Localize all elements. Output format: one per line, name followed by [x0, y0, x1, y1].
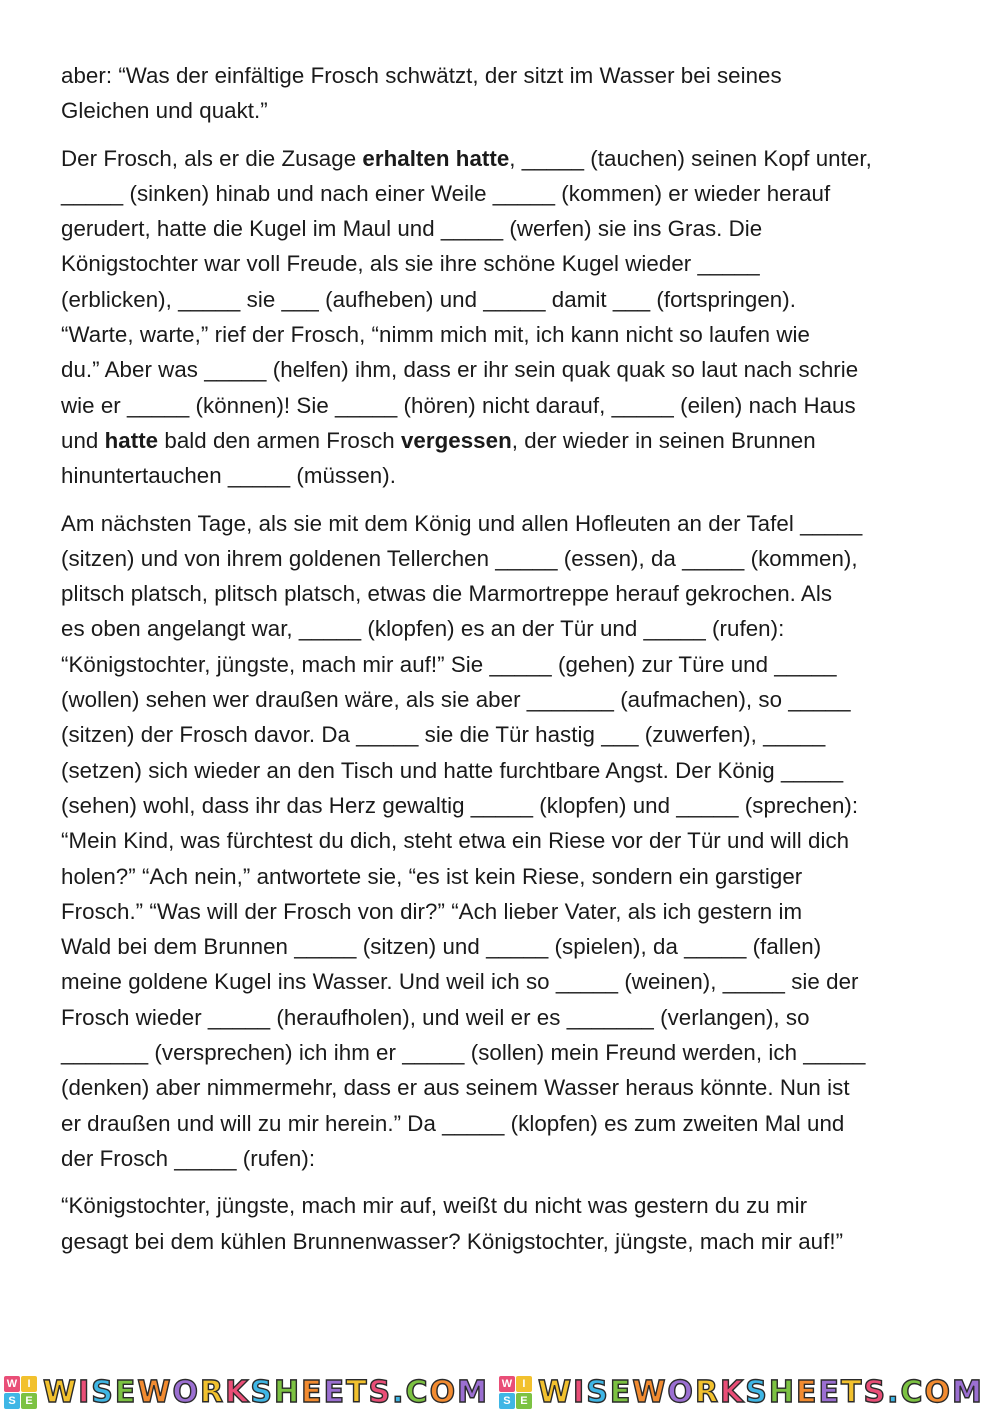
logo-icon — [499, 1376, 532, 1409]
text-segment: Gleichen und quakt.” — [61, 98, 268, 124]
text-line — [61, 611, 941, 646]
text-segment: Königstochter war voll Freude, als sie ihre schöne Kugel wieder _____ — [61, 251, 760, 277]
text-line — [61, 282, 941, 317]
text-line — [61, 93, 941, 128]
bold-text: vergessen — [400, 427, 512, 453]
text-segment: es oben angelangt war, _____ (klopfen) es an der Tür und _____ (rufen): — [61, 616, 785, 642]
worksheet-text — [61, 58, 941, 1271]
text-line — [61, 788, 941, 823]
paragraph — [61, 1188, 941, 1259]
text-segment: Der Frosch, als er die Zusage — [61, 145, 363, 171]
logo-tile: I — [21, 1376, 37, 1392]
text-segment: Wald bei dem Brunnen _____ (sitzen) und _____ (spielen), da _____ (fallen) — [61, 934, 822, 960]
logo-tile: E — [516, 1393, 532, 1409]
text-line — [61, 211, 941, 246]
text-segment: _______ (versprechen) ich ihm er _____ (sollen) mein Freund werden, ich _____ — [61, 1040, 866, 1066]
text-segment: “Königstochter, jüngste, mach mir auf, weißt du nicht was gestern du zu mir — [61, 1193, 808, 1219]
logo-tile: S — [499, 1393, 515, 1409]
logo-tile: W — [499, 1376, 515, 1392]
text-line — [61, 859, 941, 894]
text-segment: und — [61, 427, 105, 453]
text-segment: “Königstochter, jüngste, mach mir auf!” Sie _____ (gehen) zur Türe und _____ — [61, 651, 837, 677]
logo-tile: S — [4, 1393, 20, 1409]
text-line — [61, 929, 941, 964]
text-segment: Frosch.” “Was will der Frosch von dir?” “Ach lieber Vater, als ich gestern im — [61, 898, 803, 924]
logo-tile: I — [516, 1376, 532, 1392]
text-segment: gesagt bei dem kühlen Brunnenwasser? Königstochter, jüngste, mach mir auf!” — [61, 1228, 844, 1254]
text-line — [61, 423, 941, 458]
paragraph — [61, 58, 941, 129]
text-line — [61, 1141, 941, 1176]
logo-tile: E — [21, 1393, 37, 1409]
text-segment: hinuntertauchen _____ (müssen). — [61, 463, 396, 489]
text-segment: aber: “Was der einfältige Frosch schwätzt, der sitzt im Wasser bei seines — [61, 63, 782, 88]
text-segment: “Mein Kind, was fürchtest du dich, steht etwa ein Riese vor der Tür und will dich — [61, 828, 850, 854]
brand-logo — [4, 1375, 489, 1411]
text-line — [61, 717, 941, 752]
text-line — [61, 647, 941, 682]
text-line — [61, 58, 941, 93]
bold-text: hatte — [104, 427, 159, 453]
text-line — [61, 352, 941, 387]
text-segment: er draußen und will zu mir herein.” Da _____ (klopfen) es zum zweiten Mal und — [61, 1110, 845, 1136]
text-line — [61, 141, 941, 176]
text-line — [61, 1224, 941, 1259]
logo-icon — [4, 1376, 37, 1409]
text-segment: der Frosch _____ (rufen): — [61, 1145, 316, 1171]
text-segment: (denken) aber nimmermehr, dass er aus seinem Wasser heraus könnte. Nun ist — [61, 1075, 850, 1101]
footer-watermark — [0, 1372, 1000, 1413]
paragraph — [61, 506, 941, 1177]
text-segment: plitsch platsch, plitsch platsch, etwas die Marmortreppe herauf gekrochen. Als — [61, 581, 833, 607]
brand-logo — [499, 1375, 984, 1411]
text-segment: (sitzen) der Frosch davor. Da _____ sie die Tür hastig ___ (zuwerfen), _____ — [61, 722, 826, 748]
text-segment: (setzen) sich wieder an den Tisch und hatte furchtbare Angst. Der König _____ — [61, 757, 844, 783]
text-segment: “Warte, warte,” rief der Frosch, “nimm mich mit, ich kann nicht so laufen wie — [61, 322, 810, 348]
text-segment: holen?” “Ach nein,” antwortete sie, “es ist kein Riese, sondern ein garstiger — [61, 863, 803, 889]
text-line — [61, 1000, 941, 1035]
text-line — [61, 1070, 941, 1105]
text-line — [61, 894, 941, 929]
text-segment: Am nächsten Tage, als sie mit dem König und allen Hofleuten an der Tafel _____ — [61, 510, 863, 536]
text-segment: _____ (sinken) hinab und nach einer Weile _____ (kommen) er wieder herauf — [61, 180, 831, 206]
text-segment: , der wieder in seinen Brunnen — [511, 427, 816, 453]
brand-text: WISEWORKSHEETS.COM — [537, 1375, 984, 1410]
text-line — [61, 823, 941, 858]
text-line — [61, 317, 941, 352]
logo-tile: W — [4, 1376, 20, 1392]
text-line — [61, 682, 941, 717]
text-segment: (erblicken), _____ sie ___ (aufheben) und _____ damit ___ (fortspringen). — [61, 286, 796, 312]
text-line — [61, 1106, 941, 1141]
text-segment: gerudert, hatte die Kugel im Maul und _____ (werfen) sie ins Gras. Die — [61, 216, 763, 242]
bold-text: erhalten hatte — [362, 145, 510, 171]
text-segment: (sehen) wohl, dass ihr das Herz gewaltig _____ (klopfen) und _____ (sprechen): — [61, 792, 859, 818]
text-segment: du.” Aber was _____ (helfen) ihm, dass er ihr sein quak quak so laut nach schrie — [61, 357, 859, 383]
text-line — [61, 1035, 941, 1070]
text-line — [61, 541, 941, 576]
text-line — [61, 753, 941, 788]
text-segment: (wollen) sehen wer draußen wäre, als sie aber _______ (aufmachen), so _____ — [61, 687, 851, 713]
text-line — [61, 388, 941, 423]
text-line — [61, 506, 941, 541]
text-segment: meine goldene Kugel ins Wasser. Und weil ich so _____ (weinen), _____ sie der — [61, 969, 859, 995]
text-line — [61, 964, 941, 999]
text-line — [61, 1188, 941, 1223]
text-segment: (sitzen) und von ihrem goldenen Tellerchen _____ (essen), da _____ (kommen), — [61, 545, 858, 571]
text-segment: Frosch wieder _____ (heraufholen), und weil er es _______ (verlangen), so — [61, 1004, 810, 1030]
paragraph — [61, 141, 941, 494]
text-line — [61, 246, 941, 281]
text-line — [61, 576, 941, 611]
text-segment: wie er _____ (können)! Sie _____ (hören) nicht darauf, _____ (eilen) nach Haus — [61, 392, 856, 418]
text-segment: , _____ (tauchen) seinen Kopf unter, — [509, 145, 872, 171]
text-line — [61, 176, 941, 211]
text-segment: bald den armen Frosch — [158, 427, 401, 453]
text-line — [61, 458, 941, 493]
brand-text: WISEWORKSHEETS.COM — [43, 1375, 489, 1410]
